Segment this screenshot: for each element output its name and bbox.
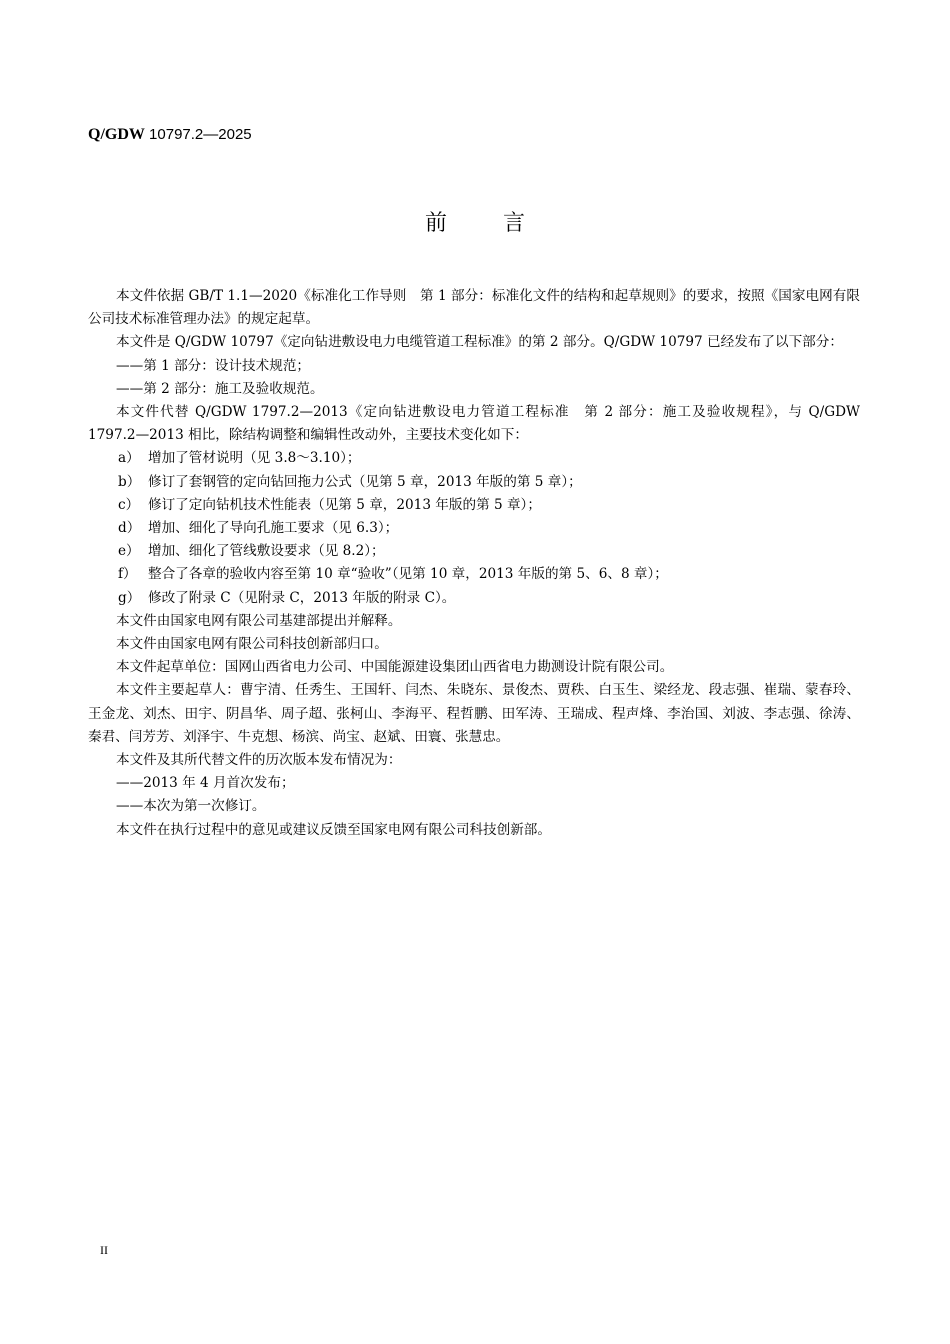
paragraph-basis: 本文件依据 GB/T 1.1—2020《标准化工作导则 第 1 部分：标准化文件的结构和起草规则》的要求，按照《国家电网有限公司技术标准管理办法》的规定起草。: [88, 288, 860, 328]
change-item: [88, 517, 860, 540]
change-text: 增加、细化了导向孔施工要求（见 6.3）；: [148, 520, 399, 537]
paragraph-proposer: 本文件由国家电网有限公司基建部提出并解释。: [116, 612, 402, 629]
change-marker: c）: [118, 496, 140, 513]
page-title-char-2: 言: [503, 211, 526, 236]
change-marker: a）: [118, 450, 140, 467]
change-text: 修订了套钢管的定向钻回拖力公式（见第 5 章，2013 年版的第 5 章）；: [148, 473, 582, 490]
page-title-char-1: 前: [424, 211, 447, 236]
change-text: 整合了各章的验收内容至第 10 章“验收”（见第 10 章，2013 年版的第 5、6、8 章）；: [148, 566, 668, 583]
change-marker: f）: [118, 566, 137, 583]
history-item: ——本次为第一次修订。: [116, 798, 266, 815]
change-marker: g）: [118, 589, 141, 606]
part-item: ——第 2 部分：施工及验收规范。: [116, 380, 324, 397]
part-item: ——第 1 部分：设计技术规范；: [116, 357, 311, 374]
change-item: [88, 447, 860, 470]
page-title: [0, 206, 950, 237]
foreword-body: [88, 285, 860, 842]
change-text: 增加了管材说明（见 3.8～3.10）；: [148, 450, 361, 467]
paragraph-drafters: 本文件主要起草人：曹宇清、任秀生、王国轩、闫杰、朱晓东、景俊杰、贾秩、白玉生、梁经龙、段志强、崔瑞、蒙春玲、王金龙、刘杰、田宇、阴昌华、周子超、张柯山、李海平、程哲鹏、田军涛、王瑞成、程声烽、李治国、刘波、李志强、徐涛、秦君、闫芳芳、刘泽宇、牛克想、杨滨、尚宝、赵斌、田寰、张慧忠。: [88, 682, 860, 745]
paragraph-series: 本文件是 Q/GDW 10797《定向钻进敷设电力电缆管道工程标准》的第 2 部分。Q/GDW 10797 已经发布了以下部分：: [116, 334, 843, 351]
history-item: ——2013 年 4 月首次发布；: [116, 775, 295, 792]
paragraph-drafting-units: 本文件起草单位：国网山西省电力公司、中国能源建设集团山西省电力勘测设计院有限公司。: [116, 659, 674, 676]
document-code-prefix: Q/GDW: [88, 126, 145, 143]
change-item: [88, 494, 860, 517]
change-item: [88, 471, 860, 494]
change-item: [88, 587, 860, 610]
change-text: 增加、细化了管线敷设要求（见 8.2）；: [148, 543, 385, 560]
change-item: [88, 540, 860, 563]
paragraph-replacement: 本文件代替 Q/GDW 1797.2—2013《定向钻进敷设电力管道工程标准 第 2 部分：施工及验收规程》，与 Q/GDW 1797.2—2013 相比，除结构调整和编辑性改动外，主要技术变化如下：: [88, 404, 860, 444]
document-code-number: 10797.2—2025: [144, 126, 252, 143]
paragraph-feedback: 本文件在执行过程中的意见或建议反馈至国家电网有限公司科技创新部。: [116, 821, 551, 838]
change-marker: d）: [118, 520, 141, 537]
change-text: 修改了附录 C（见附录 C，2013 年版的附录 C）。: [148, 589, 456, 606]
change-item: [88, 563, 860, 586]
paragraph-history-intro: 本文件及其所代替文件的历次版本发布情况为：: [116, 752, 402, 769]
paragraph-administrator: 本文件由国家电网有限公司科技创新部归口。: [116, 636, 388, 653]
document-code: [88, 124, 252, 145]
change-text: 修订了定向钻机技术性能表（见第 5 章，2013 年版的第 5 章）；: [148, 496, 541, 513]
page-number: II: [100, 1243, 108, 1257]
change-marker: b）: [118, 473, 141, 490]
change-marker: e）: [118, 543, 140, 560]
